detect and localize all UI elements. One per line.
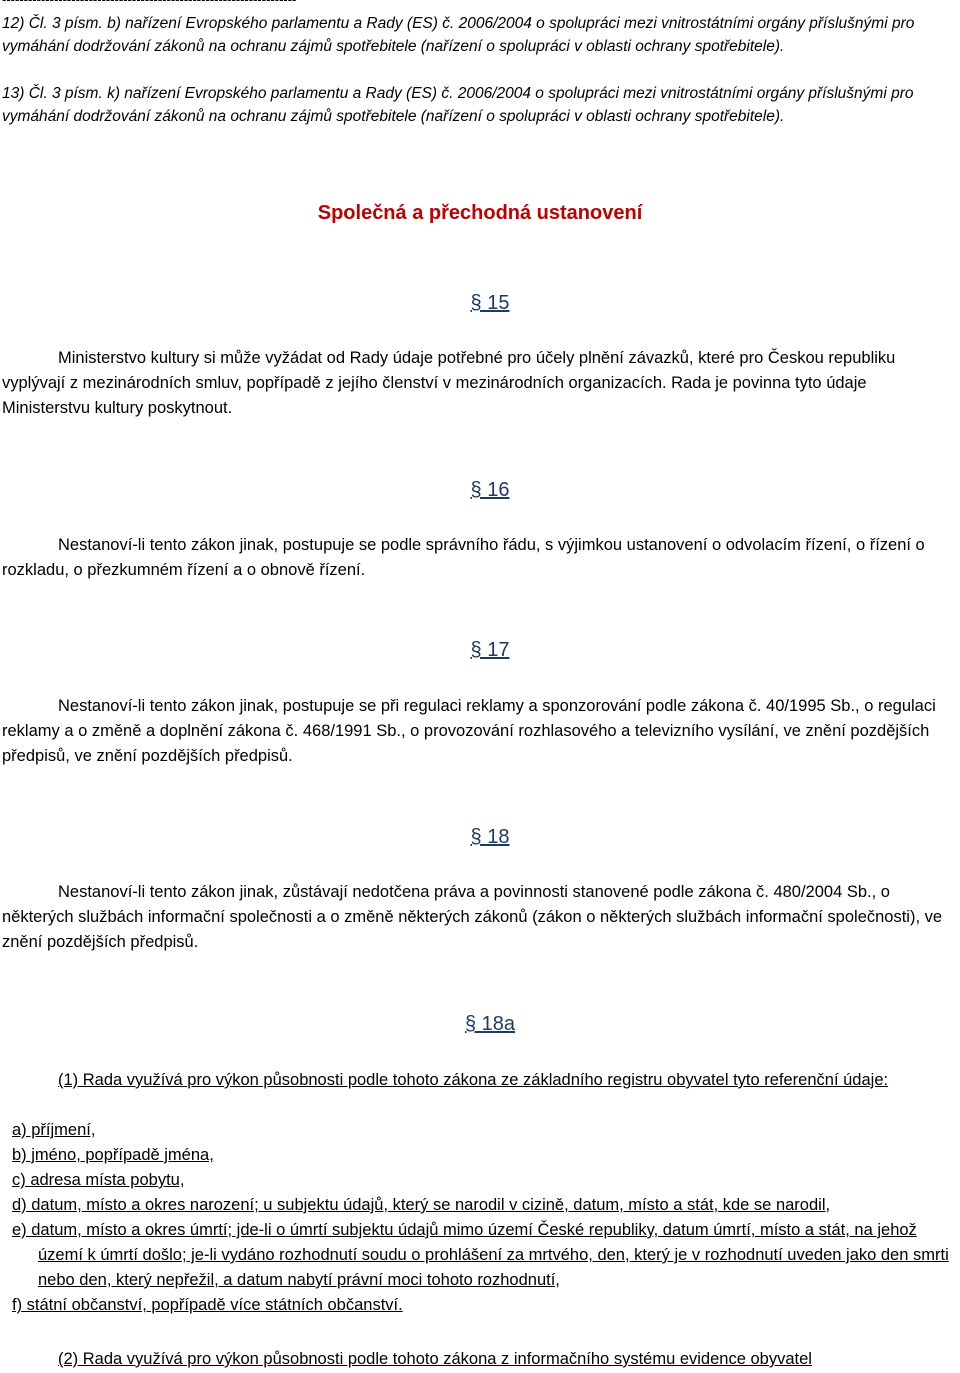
footnote-separator xyxy=(2,0,382,6)
section-heading: Společná a přechodná ustanovení xyxy=(317,202,643,224)
list-item: c) adresa místa pobytu, xyxy=(12,1171,185,1189)
paragraph-mark-15: § 15 xyxy=(470,292,510,314)
paragraph-mark-18a: § 18a xyxy=(464,1013,516,1035)
paragraph-15-body: Ministerstvo kultury si může vyžádat od Rady údaje potřebné pro účely plnění závazků, které pro Českou republiku vyplývají z mezinárodních smluv, popřípadě z jejího členství v mezinárodních organizacích. Rada je povinna tyto údaje Ministerstvu kultury poskytnout. xyxy=(2,349,896,417)
paragraph-mark-17: § 17 xyxy=(470,639,510,661)
footnote-13-rest: 2006/2004 o spolupráci mezi vnitrostátními orgány příslušnými pro vymáhání dodržování zákonů na ochranu zájmů spotřebitele (nařízení o spolupráci v oblasti ochrany spotřebitele). xyxy=(2,85,914,125)
paragraph-18a-next-text: (2) Rada využívá pro výkon působnosti podle tohoto zákona z informačního systému evidence obyvatel xyxy=(58,1350,812,1368)
paragraph-mark-18: § 18 xyxy=(470,826,510,848)
paragraph-18-body: Nestanoví-li tento zákon jinak, zůstávají nedotčena práva a povinnosti stanovené podle zákona č. 480/2004 Sb., o některých službách informační společnosti a o změně některých zákonů (zákon o některých službách informační společnosti), ve znění pozdějších předpisů. xyxy=(2,883,943,951)
paragraph-18a-intro-text: (1) Rada využívá pro výkon působnosti podle tohoto zákona ze základního registru obyvatel tyto referenční údaje: xyxy=(58,1071,889,1089)
paragraph-17-body: Nestanoví-li tento zákon jinak, postupuje se při regulaci reklamy a sponzorování podle zákona č. 40/1995 Sb., o regulaci reklamy a o změně a doplnění zákona č. 468/1991 Sb., o provozování rozhlasového a televizního vysílání, ve znění pozdějších předpisů, ve znění pozdějších předpisů. xyxy=(2,697,936,765)
paragraph-16-body: Nestanoví-li tento zákon jinak, postupuje se podle správního řádu, s výjimkou ustanovení o odvolacím řízení, o řízení o rozkladu, o přezkumném řízení a o obnově řízení. xyxy=(2,536,925,579)
paragraph-17-text xyxy=(2,694,958,769)
footnote-12-rest: 2006/2004 o spolupráci mezi vnitrostátními orgány příslušnými pro vymáhání dodržování zákonů na ochranu zájmů spotřebitele (nařízení o spolupráci v oblasti ochrany spotřebitele). xyxy=(2,15,915,55)
paragraph-mark-16: § 16 xyxy=(470,479,510,501)
paragraph-18a-intro xyxy=(2,1068,958,1093)
list-item: b) jméno, popřípadě jména, xyxy=(12,1146,214,1164)
footnote-12-lead: 12) Čl. 3 písm. b) nařízení Evropského parlamentu a Rady (ES) č. xyxy=(2,15,455,32)
list-item: a) příjmení, xyxy=(12,1121,96,1139)
paragraph-18a-next xyxy=(2,1347,958,1372)
list-item: f) státní občanství, popřípadě více státních občanství. xyxy=(12,1296,403,1314)
paragraph-16-text xyxy=(2,533,958,583)
footnote-13-lead: 13) Čl. 3 písm. k) nařízení Evropského parlamentu a Rady (ES) č. xyxy=(2,85,454,102)
footnote-13 xyxy=(2,82,952,128)
paragraph-18-text xyxy=(2,880,958,955)
paragraph-15-text xyxy=(2,346,958,421)
list-item: e) datum, místo a okres úmrtí; jde-li o úmrtí subjektu údajů mimo území České republiky, datum úmrtí, místo a stát, na jehož území k úmrtí došlo; je-li vydáno rozhodnutí soudu o prohlášení za mrtvého, den, který je v rozhodnutí uveden jako den smrti nebo den, který nepřežil, a datum nabytí právní moci tohoto rozhodnutí, xyxy=(12,1221,949,1289)
list-item: d) datum, místo a okres narození; u subjektu údajů, který se narodil v cizině, datum, místo a stát, kde se narodil, xyxy=(12,1196,831,1214)
reference-data-list xyxy=(2,1118,958,1318)
footnote-12 xyxy=(2,12,952,58)
